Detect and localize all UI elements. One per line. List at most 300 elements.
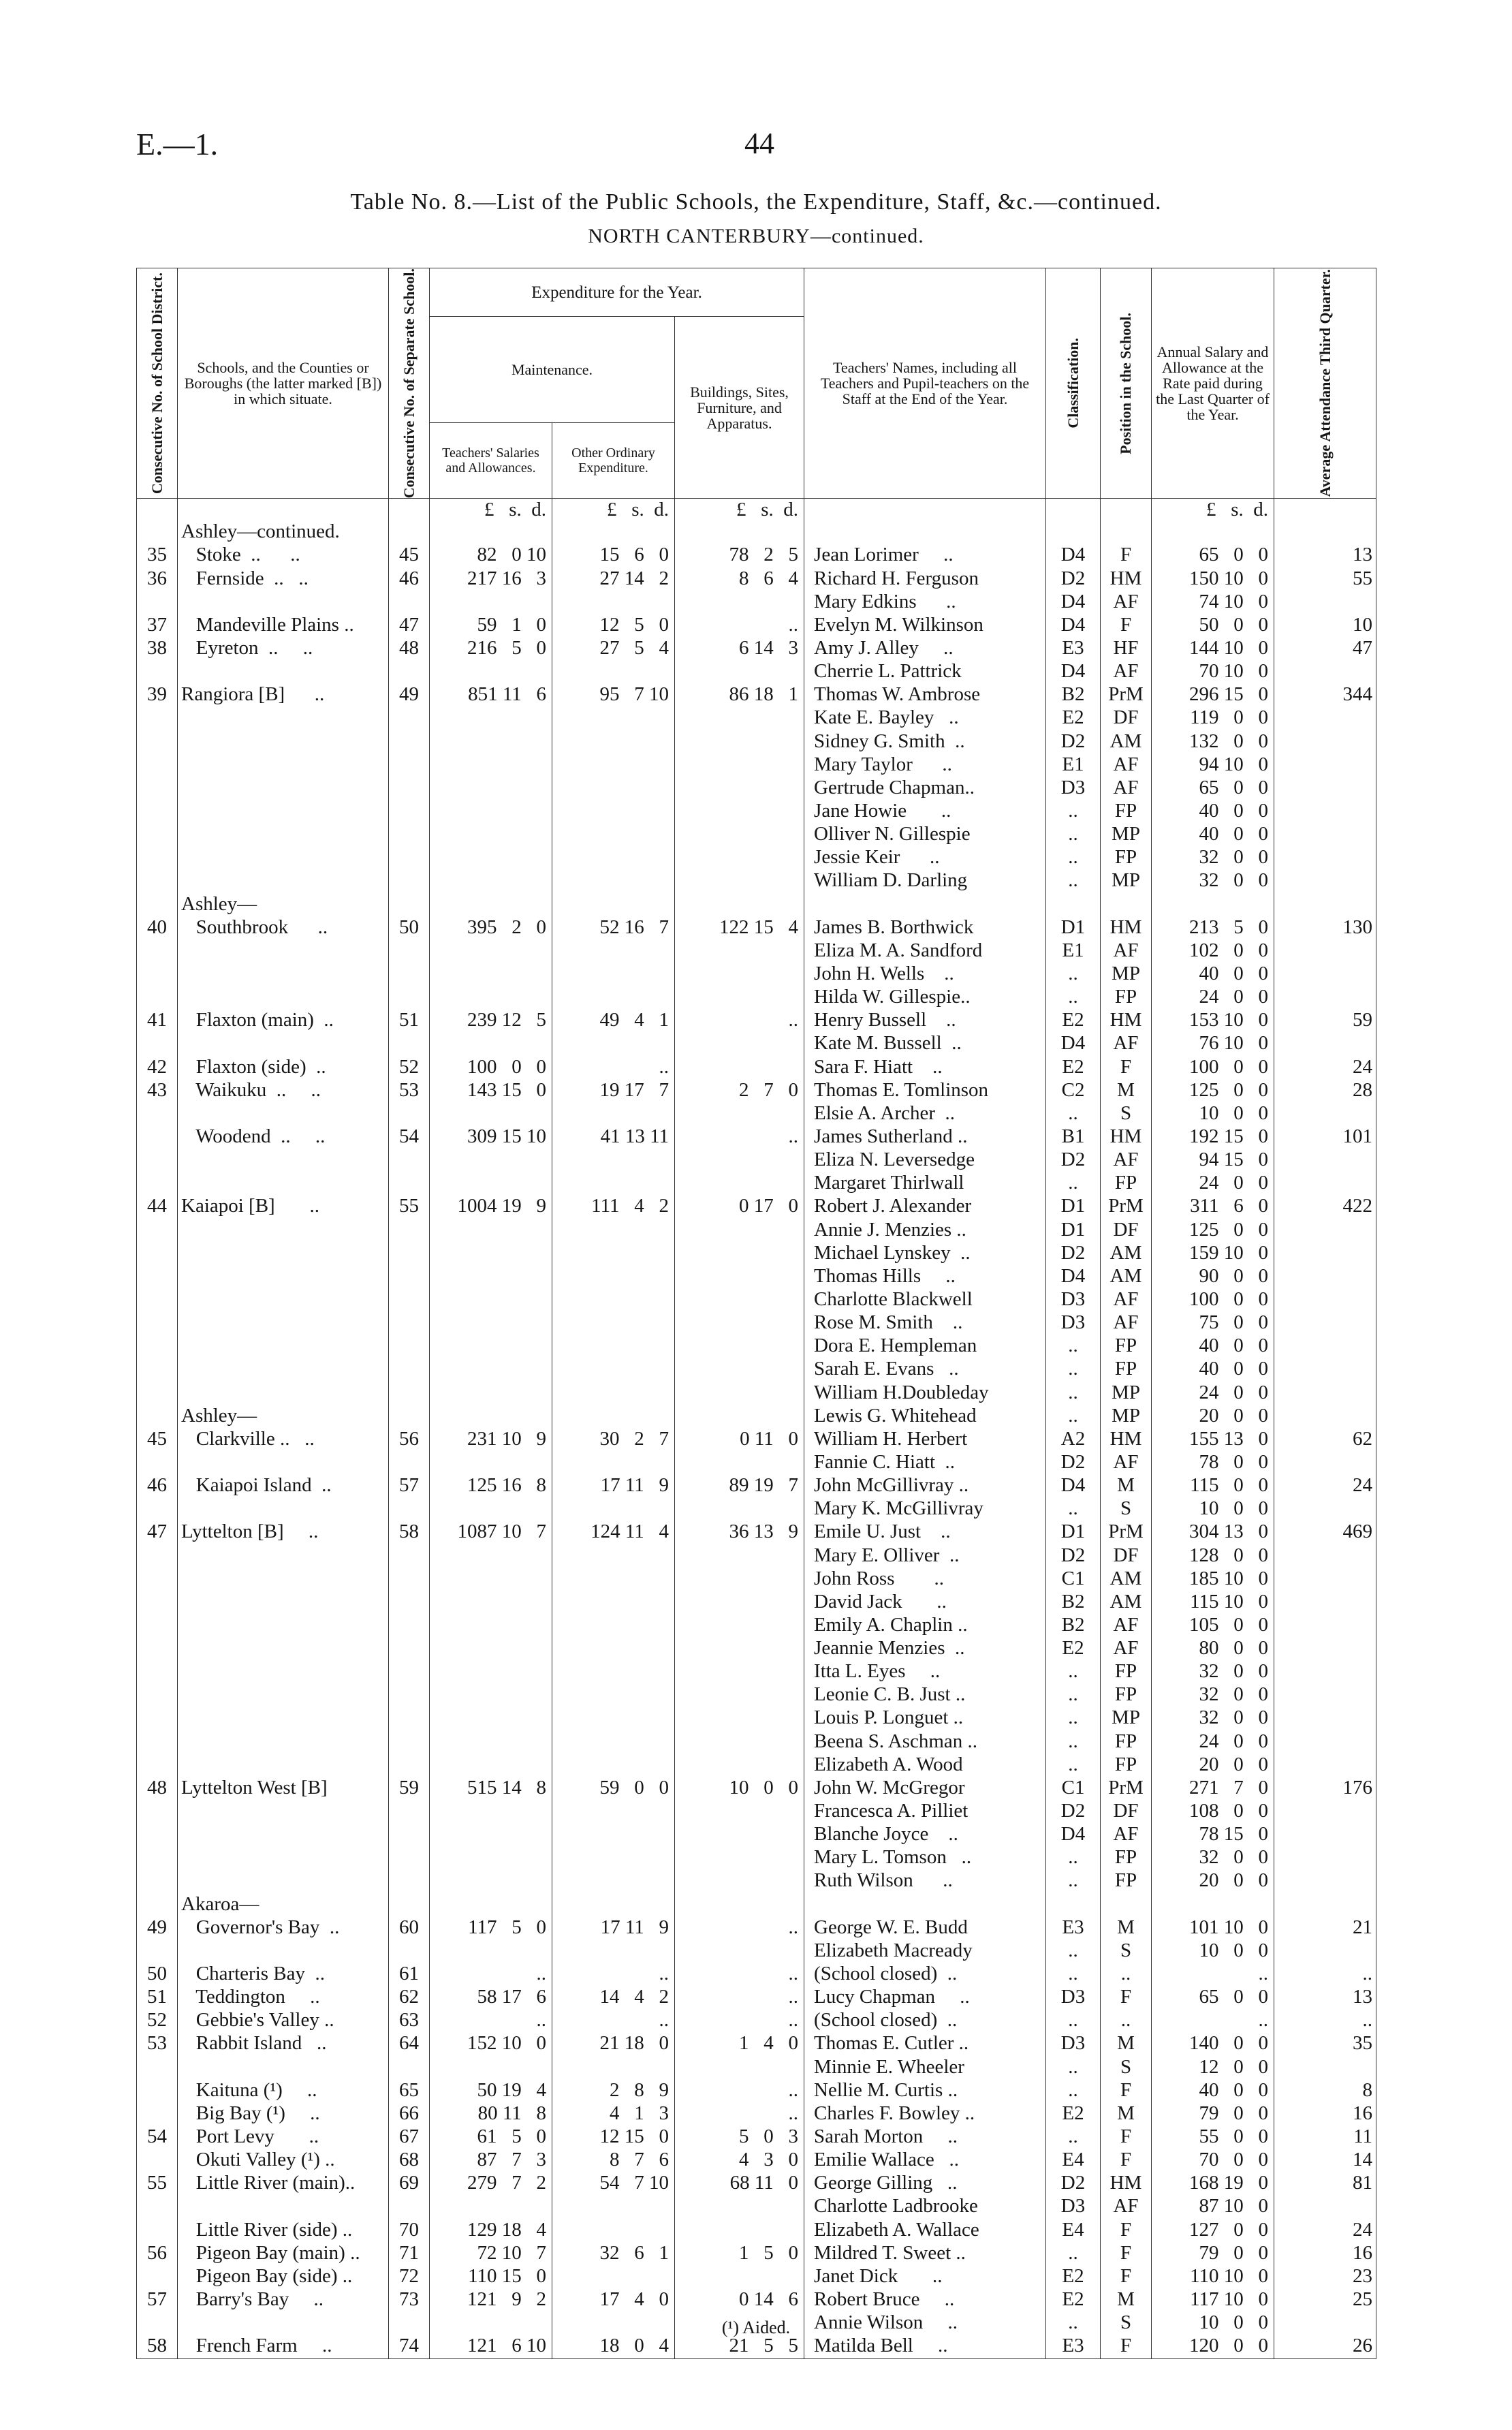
salary-cell: 296 15 0	[1152, 683, 1274, 706]
salary-cell: 150 10 0	[1152, 567, 1274, 591]
buildings-cell: ..	[675, 2102, 804, 2125]
other-expenditure-cell	[552, 869, 675, 892]
district-cell	[137, 1660, 178, 1683]
table-row	[137, 1102, 1376, 1125]
teacher-name-cell: Jean Lorimer ..	[804, 544, 1046, 567]
attendance-cell: 55	[1274, 567, 1376, 591]
salaries-cell	[430, 1893, 552, 1916]
table-row	[137, 916, 1376, 939]
table-row	[137, 986, 1376, 1009]
school-number-cell: 63	[389, 2009, 430, 2032]
salaries-cell: 50 19 4	[430, 2079, 552, 2102]
salary-cell: 24 0 0	[1152, 1172, 1274, 1195]
attendance-cell: 62	[1274, 1428, 1376, 1451]
classification-cell: ..	[1046, 1382, 1101, 1405]
salaries-cell	[430, 1451, 552, 1474]
district-cell: 57	[137, 2288, 178, 2311]
position-cell: FP	[1101, 1172, 1152, 1195]
buildings-cell	[675, 1288, 804, 1311]
table-row	[137, 1777, 1376, 1800]
school-number-cell	[389, 1451, 430, 1474]
table-row	[137, 544, 1376, 567]
school-name-cell	[178, 869, 389, 892]
lsd-heading: £ s. d.	[1152, 499, 1274, 521]
page-reference: E.—1.	[136, 127, 219, 161]
classification-cell: E2	[1046, 2265, 1101, 2288]
district-cell	[137, 520, 178, 544]
table-row	[137, 1242, 1376, 1265]
salaries-cell	[430, 800, 552, 823]
school-number-cell	[389, 1869, 430, 1892]
buildings-cell: 36 13 9	[675, 1521, 804, 1544]
attendance-cell: 130	[1274, 916, 1376, 939]
buildings-cell: 1 5 0	[675, 2242, 804, 2265]
salaries-cell	[430, 1846, 552, 1869]
buildings-cell	[675, 1940, 804, 1963]
table-row	[137, 1869, 1376, 1892]
salaries-cell: 82 0 10	[430, 544, 552, 567]
teacher-name-cell: Robert Bruce ..	[804, 2288, 1046, 2311]
attendance-cell: 13	[1274, 544, 1376, 567]
district-cell	[137, 1358, 178, 1381]
district-cell	[137, 986, 178, 1009]
table-row	[137, 2032, 1376, 2055]
district-cell	[137, 777, 178, 800]
district-cell: 35	[137, 544, 178, 567]
position-cell: S	[1101, 1102, 1152, 1125]
table-row	[137, 1660, 1376, 1683]
district-cell	[137, 1683, 178, 1707]
classification-cell: ..	[1046, 1730, 1101, 1754]
other-expenditure-cell: 49 4 1	[552, 1009, 675, 1032]
teacher-name-cell: George Gilling ..	[804, 2172, 1046, 2195]
teacher-name-cell: Mary Taylor ..	[804, 753, 1046, 777]
other-expenditure-cell	[552, 520, 675, 544]
district-cell: 46	[137, 1474, 178, 1497]
teacher-name-cell: Louis P. Longuet ..	[804, 1707, 1046, 1730]
school-number-cell	[389, 706, 430, 730]
table-row	[137, 1382, 1376, 1405]
teacher-name-cell: Beena S. Aschman ..	[804, 1730, 1046, 1754]
salary-cell: 20 0 0	[1152, 1754, 1274, 1777]
district-cell	[137, 1242, 178, 1265]
classification-cell: D2	[1046, 1451, 1101, 1474]
salary-cell: 55 0 0	[1152, 2125, 1274, 2149]
school-number-cell	[389, 1358, 430, 1381]
teacher-name-cell: Charlotte Ladbrooke	[804, 2195, 1046, 2218]
table-row	[137, 2219, 1376, 2242]
buildings-cell	[675, 893, 804, 916]
other-expenditure-cell	[552, 1288, 675, 1311]
school-name-cell	[178, 1637, 389, 1660]
salary-cell: 115 10 0	[1152, 1591, 1274, 1614]
district-cell: 42	[137, 1056, 178, 1079]
salaries-cell	[430, 660, 552, 683]
other-expenditure-cell	[552, 1172, 675, 1195]
school-name-cell: Lyttelton [B] ..	[178, 1521, 389, 1544]
school-name-cell	[178, 1869, 389, 1892]
table-row	[137, 1940, 1376, 1963]
table-row	[137, 893, 1376, 916]
position-cell: HF	[1101, 637, 1152, 660]
school-number-cell	[389, 1032, 430, 1055]
school-name-cell	[178, 1032, 389, 1055]
other-expenditure-cell: 59 0 0	[552, 1777, 675, 1800]
salaries-cell: 239 12 5	[430, 1009, 552, 1032]
salary-cell: 70 0 0	[1152, 2149, 1274, 2172]
other-expenditure-cell	[552, 1614, 675, 1637]
salary-cell: 117 10 0	[1152, 2288, 1274, 2311]
salary-cell: 168 19 0	[1152, 2172, 1274, 2195]
classification-cell: D2	[1046, 567, 1101, 591]
teacher-name-cell: (School closed) ..	[804, 1963, 1046, 1986]
position-cell: FP	[1101, 1358, 1152, 1381]
teacher-name-cell: Evelyn M. Wilkinson	[804, 614, 1046, 637]
attendance-cell: 25	[1274, 2288, 1376, 2311]
classification-cell: D4	[1046, 1032, 1101, 1055]
buildings-cell	[675, 1405, 804, 1428]
salary-cell: 87 10 0	[1152, 2195, 1274, 2218]
buildings-cell	[675, 1102, 804, 1125]
school-number-cell	[389, 730, 430, 753]
teacher-name-cell: Kate E. Bayley ..	[804, 706, 1046, 730]
buildings-cell: 10 0 0	[675, 1777, 804, 1800]
other-expenditure-cell: 30 2 7	[552, 1428, 675, 1451]
school-number-cell	[389, 1242, 430, 1265]
classification-cell: ..	[1046, 823, 1101, 846]
buildings-cell: ..	[675, 1125, 804, 1149]
salary-cell: 110 10 0	[1152, 2265, 1274, 2288]
other-expenditure-cell	[552, 1568, 675, 1591]
teacher-name-cell: Amy J. Alley ..	[804, 637, 1046, 660]
school-number-cell	[389, 1683, 430, 1707]
salary-cell: 75 0 0	[1152, 1311, 1274, 1335]
attendance-cell: 176	[1274, 1777, 1376, 1800]
classification-cell: D4	[1046, 591, 1101, 614]
position-cell: AM	[1101, 1242, 1152, 1265]
district-cell	[137, 823, 178, 846]
school-number-cell: 48	[389, 637, 430, 660]
classification-cell: ..	[1046, 1358, 1101, 1381]
school-name-cell	[178, 1497, 389, 1521]
school-number-cell	[389, 1265, 430, 1288]
district-cell: 58	[137, 2335, 178, 2358]
salary-cell: 79 0 0	[1152, 2242, 1274, 2265]
position-cell	[1101, 893, 1152, 916]
attendance-cell: 23	[1274, 2265, 1376, 2288]
table-row	[137, 1056, 1376, 1079]
classification-cell: ..	[1046, 2242, 1101, 2265]
teacher-name-cell: Rose M. Smith ..	[804, 1311, 1046, 1335]
table-row	[137, 1986, 1376, 2009]
school-number-cell: 45	[389, 544, 430, 567]
teacher-name-cell: Jane Howie ..	[804, 800, 1046, 823]
other-expenditure-cell	[552, 1032, 675, 1055]
table-row	[137, 2288, 1376, 2311]
school-name-cell	[178, 1311, 389, 1335]
teacher-name-cell: Annie J. Menzies ..	[804, 1219, 1046, 1242]
salaries-cell	[430, 846, 552, 869]
school-number-cell: 62	[389, 1986, 430, 2009]
salary-cell: 155 13 0	[1152, 1428, 1274, 1451]
attendance-cell: 10	[1274, 614, 1376, 637]
school-number-cell	[389, 1544, 430, 1568]
salary-cell	[1152, 1893, 1274, 1916]
district-cell: 44	[137, 1195, 178, 1218]
school-name-cell	[178, 1823, 389, 1846]
position-cell: FP	[1101, 1869, 1152, 1892]
salary-cell: 40 0 0	[1152, 2079, 1274, 2102]
position-cell: AF	[1101, 753, 1152, 777]
table-row	[137, 1683, 1376, 1707]
table-row	[137, 730, 1376, 753]
school-name-cell	[178, 1172, 389, 1195]
teacher-name-cell: Minnie E. Wheeler	[804, 2056, 1046, 2079]
school-name-cell	[178, 1800, 389, 1823]
buildings-cell: 0 14 6	[675, 2288, 804, 2311]
school-name-cell: Woodend .. ..	[178, 1125, 389, 1149]
school-name-cell: Kaituna (¹) ..	[178, 2079, 389, 2102]
other-expenditure-cell: 18 0 4	[552, 2335, 675, 2358]
position-cell: F	[1101, 2335, 1152, 2358]
district-cell	[137, 1149, 178, 1172]
other-expenditure-cell	[552, 1660, 675, 1683]
buildings-cell	[675, 1056, 804, 1079]
salary-cell: 74 10 0	[1152, 591, 1274, 614]
classification-cell: A2	[1046, 1428, 1101, 1451]
district-cell	[137, 2265, 178, 2288]
teacher-name-cell: Thomas W. Ambrose	[804, 683, 1046, 706]
school-name-cell: Pigeon Bay (side) ..	[178, 2265, 389, 2288]
position-cell: FP	[1101, 986, 1152, 1009]
buildings-cell	[675, 1311, 804, 1335]
school-name-cell: Okuti Valley (¹) ..	[178, 2149, 389, 2172]
school-number-cell: 61	[389, 1963, 430, 1986]
school-number-cell: 65	[389, 2079, 430, 2102]
position-cell: F	[1101, 544, 1152, 567]
other-expenditure-cell: 17 4 0	[552, 2288, 675, 2311]
attendance-cell	[1274, 1707, 1376, 1730]
district-cell: 43	[137, 1079, 178, 1102]
position-cell: F	[1101, 1056, 1152, 1079]
district-cell	[137, 1288, 178, 1311]
school-name-cell: Akaroa—	[178, 1893, 389, 1916]
attendance-cell	[1274, 1893, 1376, 1916]
attendance-cell	[1274, 1172, 1376, 1195]
salary-cell: 120 0 0	[1152, 2335, 1274, 2358]
school-name-cell: Ashley—continued.	[178, 520, 389, 544]
salaries-cell	[430, 869, 552, 892]
position-cell: F	[1101, 1986, 1152, 2009]
position-cell: AM	[1101, 1265, 1152, 1288]
school-name-cell: Ashley—	[178, 1405, 389, 1428]
district-cell	[137, 1311, 178, 1335]
salary-cell: 32 0 0	[1152, 1846, 1274, 1869]
other-expenditure-cell	[552, 1544, 675, 1568]
table-row	[137, 963, 1376, 986]
salaries-cell	[430, 1265, 552, 1288]
school-name-cell	[178, 1265, 389, 1288]
position-cell: F	[1101, 2242, 1152, 2265]
classification-cell	[1046, 893, 1101, 916]
buildings-cell	[675, 963, 804, 986]
table-row	[137, 1079, 1376, 1102]
salary-cell: 40 0 0	[1152, 963, 1274, 986]
school-number-cell: 74	[389, 2335, 430, 2358]
school-name-cell: Flaxton (side) ..	[178, 1056, 389, 1079]
table-row	[137, 1311, 1376, 1335]
district-cell	[137, 730, 178, 753]
attendance-cell	[1274, 591, 1376, 614]
other-expenditure-cell	[552, 1451, 675, 1474]
table-row	[137, 1405, 1376, 1428]
school-number-cell	[389, 823, 430, 846]
buildings-cell: ..	[675, 1009, 804, 1032]
buildings-cell	[675, 1335, 804, 1358]
position-cell	[1101, 1893, 1152, 1916]
salaries-cell: 231 10 9	[430, 1428, 552, 1451]
attendance-cell	[1274, 1405, 1376, 1428]
attendance-cell	[1274, 753, 1376, 777]
salaries-cell	[430, 1800, 552, 1823]
lsd-heading: £ s. d.	[552, 499, 675, 521]
salary-cell: 105 0 0	[1152, 1614, 1274, 1637]
lsd-heading: £ s. d.	[675, 499, 804, 521]
buildings-cell	[675, 1754, 804, 1777]
teacher-name-cell: Leonie C. B. Just ..	[804, 1683, 1046, 1707]
salaries-cell: 143 15 0	[430, 1079, 552, 1102]
school-name-cell	[178, 1754, 389, 1777]
classification-cell: E2	[1046, 2102, 1101, 2125]
school-name-cell	[178, 1660, 389, 1683]
school-number-cell	[389, 1730, 430, 1754]
attendance-cell	[1274, 1800, 1376, 1823]
teacher-name-cell: Mary E. Olliver ..	[804, 1544, 1046, 1568]
other-expenditure-cell	[552, 1358, 675, 1381]
buildings-cell: 21 5 5	[675, 2335, 804, 2358]
attendance-cell	[1274, 1382, 1376, 1405]
other-expenditure-cell	[552, 1800, 675, 1823]
district-cell	[137, 869, 178, 892]
table-row	[137, 1963, 1376, 1986]
salaries-cell	[430, 591, 552, 614]
position-cell: AF	[1101, 2195, 1152, 2218]
salaries-cell: 87 7 3	[430, 2149, 552, 2172]
other-expenditure-cell	[552, 846, 675, 869]
header-attendance: Average Attendance Third Quarter.	[1274, 268, 1376, 499]
salaries-cell: 58 17 6	[430, 1986, 552, 2009]
attendance-cell	[1274, 1032, 1376, 1055]
teacher-name-cell: Itta L. Eyes ..	[804, 1660, 1046, 1683]
school-number-cell	[389, 1405, 430, 1428]
attendance-cell: ..	[1274, 1963, 1376, 1986]
other-expenditure-cell	[552, 2056, 675, 2079]
teacher-name-cell: Michael Lynskey ..	[804, 1242, 1046, 1265]
district-cell: 37	[137, 614, 178, 637]
school-name-cell	[178, 706, 389, 730]
buildings-cell	[675, 1265, 804, 1288]
other-expenditure-cell	[552, 1940, 675, 1963]
attendance-cell	[1274, 1683, 1376, 1707]
classification-cell: ..	[1046, 1940, 1101, 1963]
other-expenditure-cell: 15 6 0	[552, 544, 675, 567]
salary-cell: 10 0 0	[1152, 2311, 1274, 2335]
teacher-name-cell: James B. Borthwick	[804, 916, 1046, 939]
table-row	[137, 823, 1376, 846]
position-cell: M	[1101, 1079, 1152, 1102]
school-number-cell	[389, 1568, 430, 1591]
school-name-cell	[178, 1940, 389, 1963]
district-cell	[137, 1614, 178, 1637]
salaries-cell	[430, 753, 552, 777]
district-cell: 36	[137, 567, 178, 591]
school-number-cell	[389, 800, 430, 823]
classification-cell: D1	[1046, 1521, 1101, 1544]
position-cell: F	[1101, 2219, 1152, 2242]
salary-cell	[1152, 893, 1274, 916]
teacher-name-cell: Matilda Bell ..	[804, 2335, 1046, 2358]
classification-cell: E2	[1046, 706, 1101, 730]
classification-cell	[1046, 1893, 1101, 1916]
attendance-cell	[1274, 777, 1376, 800]
school-number-cell: 46	[389, 567, 430, 591]
other-expenditure-cell	[552, 2219, 675, 2242]
attendance-cell	[1274, 2195, 1376, 2218]
position-cell: FP	[1101, 1335, 1152, 1358]
salaries-cell: 152 10 0	[430, 2032, 552, 2055]
teacher-name-cell: Lucy Chapman ..	[804, 1986, 1046, 2009]
attendance-cell: 11	[1274, 2125, 1376, 2149]
position-cell: FP	[1101, 846, 1152, 869]
teacher-name-cell: John H. Wells ..	[804, 963, 1046, 986]
table-row	[137, 846, 1376, 869]
other-expenditure-cell	[552, 660, 675, 683]
attendance-cell: 469	[1274, 1521, 1376, 1544]
district-cell	[137, 1102, 178, 1125]
classification-cell: ..	[1046, 2079, 1101, 2102]
salaries-cell	[430, 706, 552, 730]
attendance-cell	[1274, 1823, 1376, 1846]
salary-cell: 12 0 0	[1152, 2056, 1274, 2079]
school-number-cell	[389, 1660, 430, 1683]
other-expenditure-cell	[552, 1219, 675, 1242]
other-expenditure-cell: 95 7 10	[552, 683, 675, 706]
school-name-cell: Rangiora [B] ..	[178, 683, 389, 706]
salaries-cell	[430, 1288, 552, 1311]
attendance-cell	[1274, 1288, 1376, 1311]
district-cell	[137, 1032, 178, 1055]
district-cell	[137, 1125, 178, 1149]
district-cell	[137, 1823, 178, 1846]
other-expenditure-cell	[552, 1730, 675, 1754]
position-cell: F	[1101, 2079, 1152, 2102]
attendance-cell	[1274, 1497, 1376, 1521]
district-cell: 50	[137, 1963, 178, 1986]
position-cell: MP	[1101, 1405, 1152, 1428]
salary-cell: 213 5 0	[1152, 916, 1274, 939]
classification-cell: ..	[1046, 2056, 1101, 2079]
other-expenditure-cell	[552, 1311, 675, 1335]
district-cell: 45	[137, 1428, 178, 1451]
salary-cell: 100 0 0	[1152, 1288, 1274, 1311]
teacher-name-cell: Olliver N. Gillespie	[804, 823, 1046, 846]
salary-cell: 24 0 0	[1152, 1382, 1274, 1405]
school-name-cell: Teddington ..	[178, 1986, 389, 2009]
other-expenditure-cell	[552, 753, 675, 777]
classification-cell: D3	[1046, 1986, 1101, 2009]
school-name-cell	[178, 660, 389, 683]
teacher-name-cell: Kate M. Bussell ..	[804, 1032, 1046, 1055]
